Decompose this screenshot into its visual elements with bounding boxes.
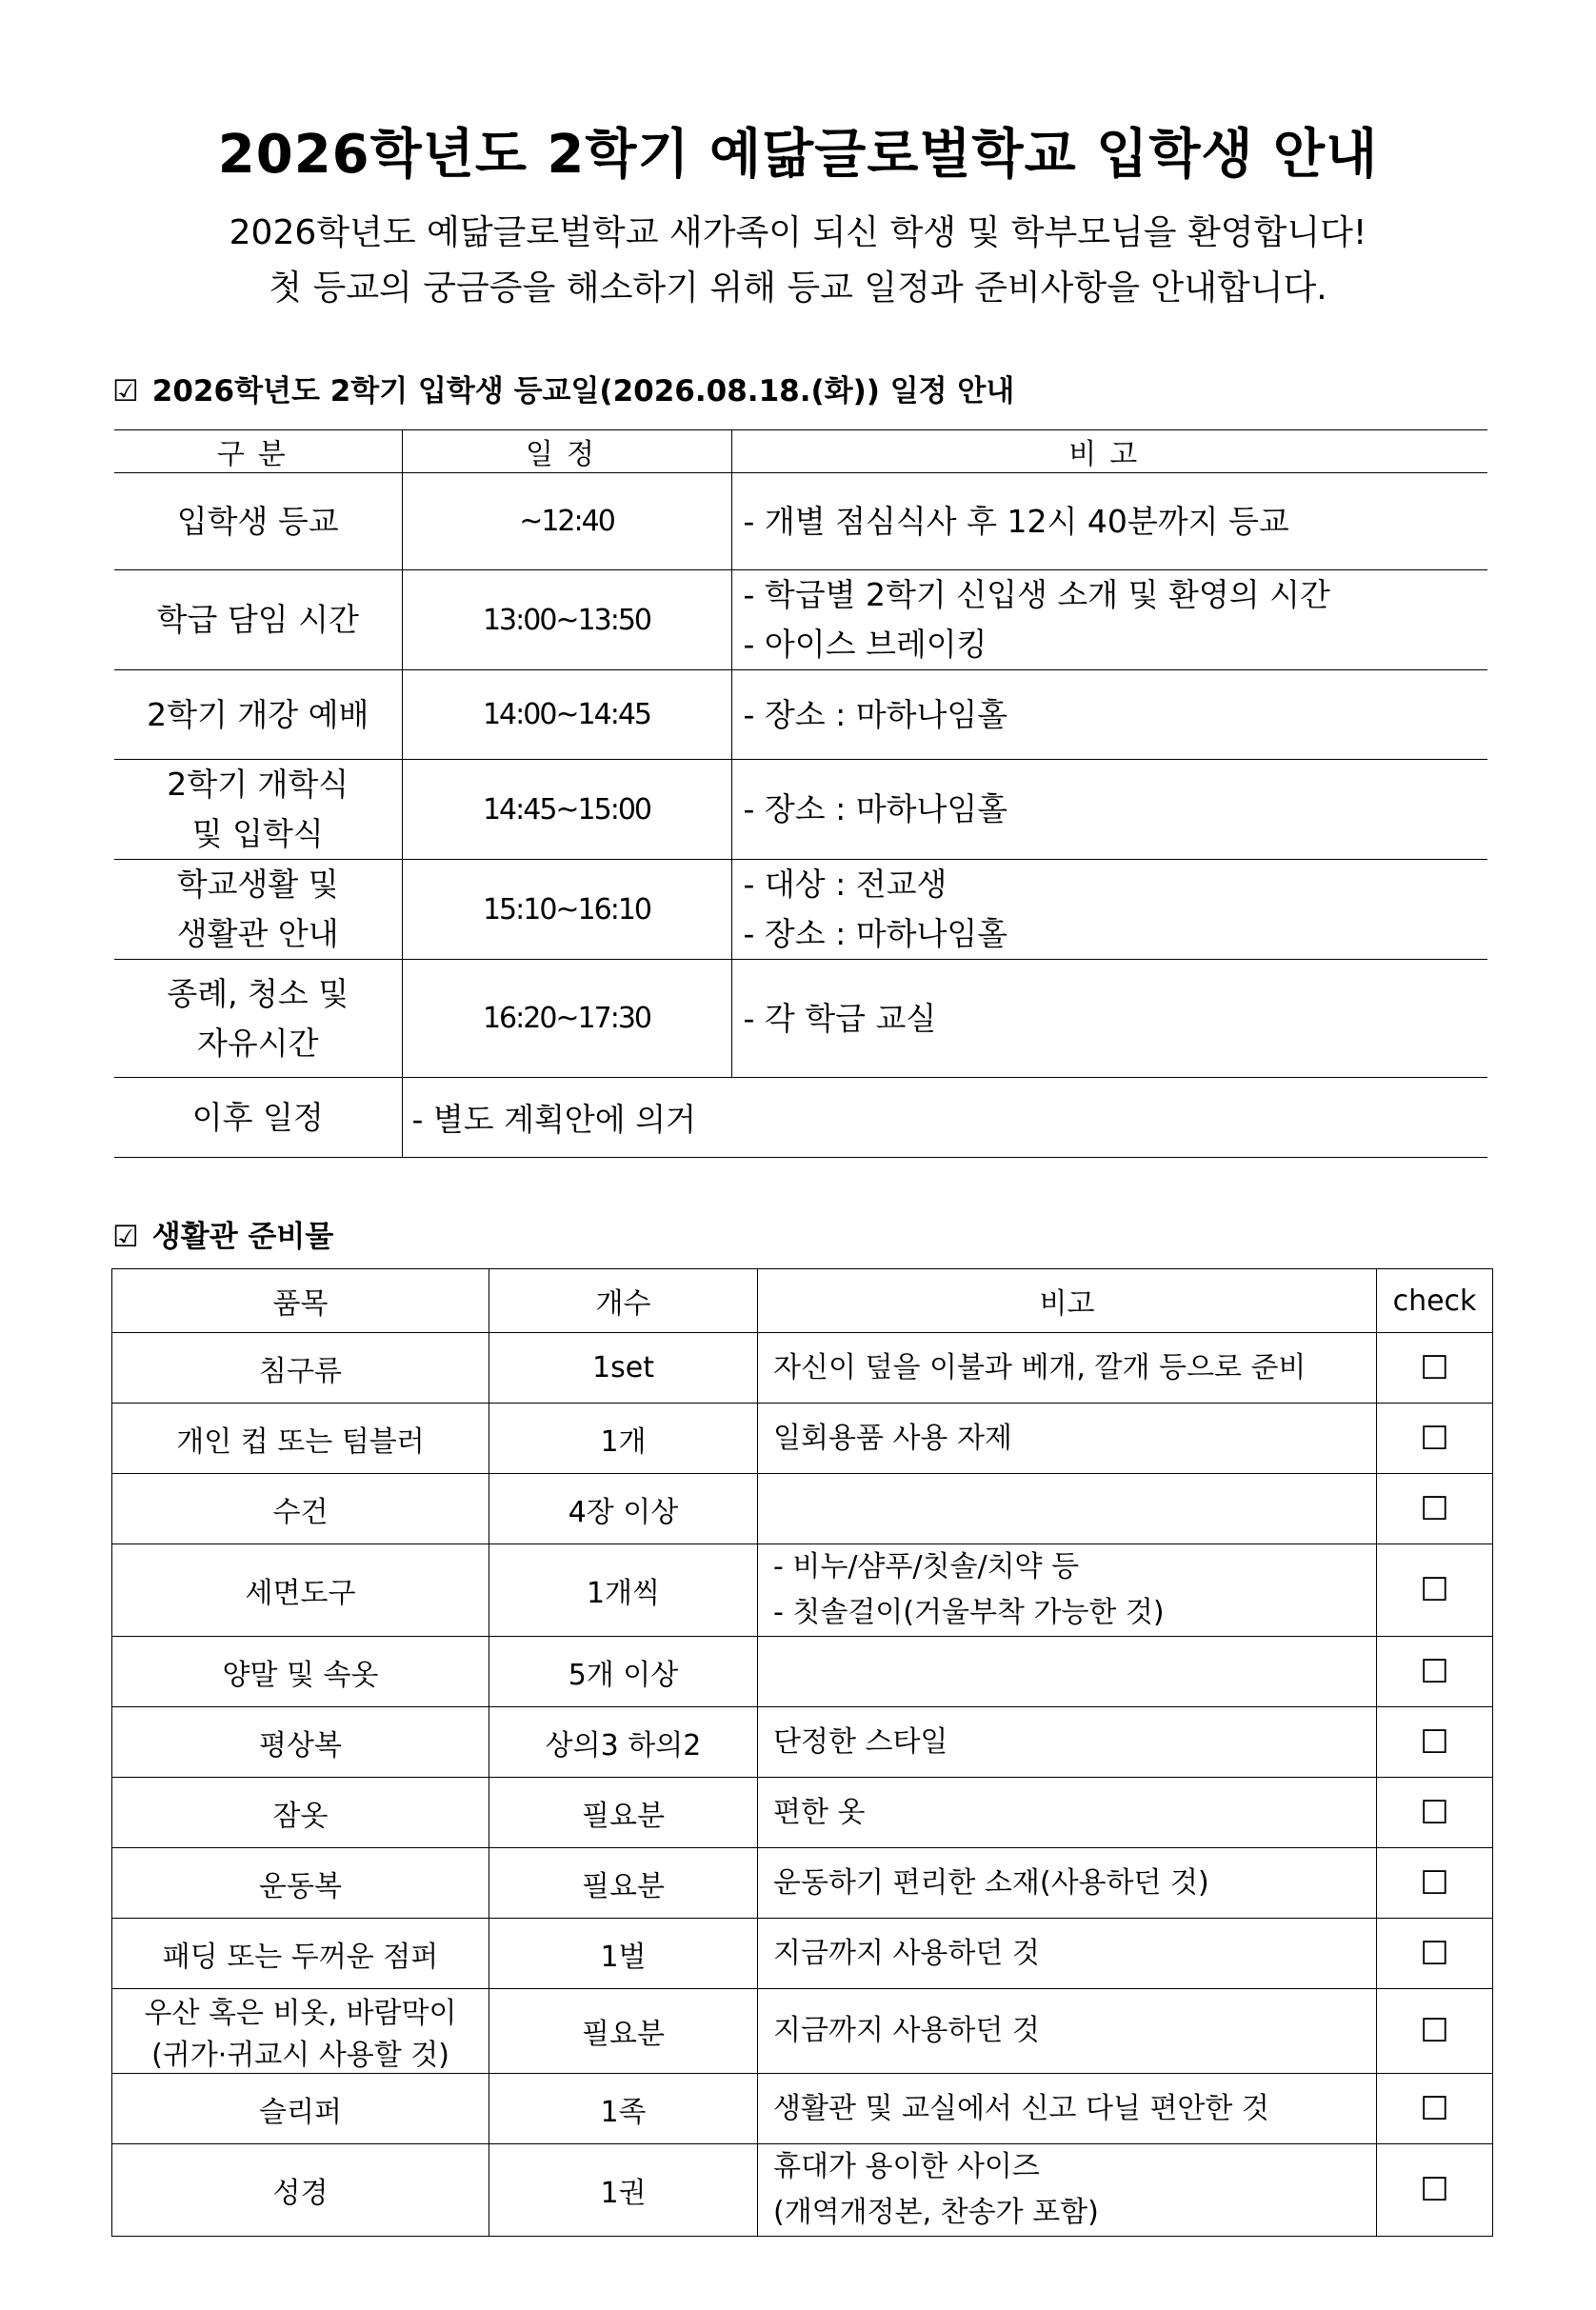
- schedule-row: [114, 760, 1487, 860]
- supply-check-box-icon[interactable]: ☐: [1377, 1778, 1493, 1848]
- supply-check-box-icon[interactable]: ☐: [1377, 1333, 1493, 1404]
- supply-qty: 상의3 하의2: [489, 1707, 758, 1778]
- schedule-time: 13:00~13:50: [402, 570, 731, 670]
- supply-item: 슬리퍼: [112, 2074, 489, 2144]
- schedule-notes: [731, 670, 1487, 760]
- supply-qty: 5개 이상: [489, 1637, 758, 1707]
- schedule-table: [114, 429, 1487, 1158]
- schedule-item: 종례, 청소 및 자유시간: [114, 960, 402, 1078]
- schedule-note-line: - 각 학급 교실: [743, 999, 937, 1037]
- supplies-row: [112, 1404, 1493, 1474]
- schedule-note-line: - 개별 점심식사 후 12시 40분까지 등교: [743, 502, 1289, 540]
- intro-line-2: 첫 등교의 궁금증을 해소하기 위해 등교 일정과 준비사항을 안내합니다.: [269, 269, 1327, 308]
- schedule-notes: [731, 760, 1487, 860]
- schedule-notes: [731, 570, 1487, 670]
- schedule-note-line: - 장소 : 마하나임홀: [743, 790, 1008, 827]
- schedule-heading: [112, 367, 1014, 409]
- supply-item: 세면도구: [112, 1544, 489, 1637]
- supplies-header-item: 품목: [112, 1269, 489, 1333]
- supply-item: 침구류: [112, 1333, 489, 1404]
- supply-check-box-icon[interactable]: ☐: [1377, 1404, 1493, 1474]
- supplies-row: [112, 1333, 1493, 1404]
- schedule-header-time: 일정: [402, 430, 731, 473]
- supply-item: 운동복: [112, 1848, 489, 1919]
- schedule-item: 학교생활 및 생활관 안내: [114, 860, 402, 960]
- supply-check-box-icon[interactable]: ☐: [1377, 1707, 1493, 1778]
- schedule-row: [114, 860, 1487, 960]
- supply-note: 일회용품 사용 자제: [758, 1404, 1377, 1474]
- supply-note: 단정한 스타일: [758, 1707, 1377, 1778]
- supply-check-box-icon[interactable]: ☐: [1377, 1848, 1493, 1919]
- supplies-row: [112, 2074, 1493, 2144]
- schedule-time: 16:20~17:30: [402, 960, 731, 1078]
- supply-qty: 1개: [489, 1404, 758, 1474]
- supplies-header-check: check: [1377, 1269, 1493, 1333]
- checked-box-icon: ☑: [112, 374, 139, 408]
- supplies-heading: [112, 1212, 333, 1255]
- schedule-later-note: - 별도 계획안에 의거: [402, 1078, 1487, 1158]
- supply-note: 자신이 덮을 이불과 베개, 깔개 등으로 준비: [758, 1333, 1377, 1404]
- schedule-time: 14:00~14:45: [402, 670, 731, 760]
- supplies-row: [112, 1848, 1493, 1919]
- supply-item: 우산 혹은 비옷, 바람막이 (귀가·귀교시 사용할 것): [112, 1989, 489, 2074]
- supply-item: 수건: [112, 1474, 489, 1544]
- supplies-table: [111, 1268, 1493, 2237]
- supplies-header-qty: 개수: [489, 1269, 758, 1333]
- schedule-notes: [731, 860, 1487, 960]
- supply-check-box-icon[interactable]: ☐: [1377, 1544, 1493, 1637]
- supply-note: 지금까지 사용하던 것: [758, 1919, 1377, 1989]
- supply-item: 양말 및 속옷: [112, 1637, 489, 1707]
- supply-qty: 1벌: [489, 1919, 758, 1989]
- supply-note: 생활관 및 교실에서 신고 다닐 편안한 것: [758, 2074, 1377, 2144]
- supply-check-box-icon[interactable]: ☐: [1377, 1989, 1493, 2074]
- supplies-row: [112, 1778, 1493, 1848]
- schedule-row: [114, 670, 1487, 760]
- schedule-item: 학급 담임 시간: [114, 570, 402, 670]
- supply-note: [758, 1637, 1377, 1707]
- checked-box-icon: ☑: [112, 1220, 139, 1254]
- supply-note: [758, 1474, 1377, 1544]
- supply-check-box-icon[interactable]: ☐: [1377, 1637, 1493, 1707]
- schedule-time: 15:10~16:10: [402, 860, 731, 960]
- supply-qty: 필요분: [489, 1848, 758, 1919]
- supply-qty: 1개씩: [489, 1544, 758, 1637]
- page-title: 2026학년도 2학기 예닮글로벌학교 입학생 안내: [217, 124, 1379, 186]
- supply-qty: 4장 이상: [489, 1474, 758, 1544]
- schedule-note-line: - 대상 : 전교생: [743, 866, 948, 903]
- supplies-body: [112, 1333, 1493, 2237]
- schedule-heading-text: 2026학년도 2학기 입학생 등교일(2026.08.18.(화)) 일정 안내: [151, 374, 1015, 408]
- supplies-header-row: [112, 1269, 1493, 1333]
- supply-item: 패딩 또는 두꺼운 점퍼: [112, 1919, 489, 1989]
- schedule-time: 14:45~15:00: [402, 760, 731, 860]
- supplies-row: [112, 1474, 1493, 1544]
- schedule-item: 2학기 개강 예배: [114, 670, 402, 760]
- schedule-header-category: 구분: [114, 430, 402, 473]
- supply-item: 개인 컵 또는 텀블러: [112, 1404, 489, 1474]
- supplies-heading-text: 생활관 준비물: [151, 1220, 334, 1254]
- supplies-row: [112, 1637, 1493, 1707]
- supply-check-box-icon[interactable]: ☐: [1377, 2074, 1493, 2144]
- schedule-notes: [731, 960, 1487, 1078]
- supply-check-box-icon[interactable]: ☐: [1377, 2144, 1493, 2237]
- supply-note: - 비누/샴푸/칫솔/치약 등 - 칫솔걸이(거울부착 가능한 것): [758, 1544, 1377, 1637]
- schedule-row: [114, 570, 1487, 670]
- schedule-time: ~12:40: [402, 473, 731, 570]
- supply-note: 편한 옷: [758, 1778, 1377, 1848]
- supply-note: 지금까지 사용하던 것: [758, 1989, 1377, 2074]
- supplies-row: [112, 1544, 1493, 1637]
- schedule-note-line: - 장소 : 마하나임홀: [743, 915, 1008, 952]
- schedule-note-line: - 장소 : 마하나임홀: [743, 695, 1008, 733]
- supply-note: 운동하기 편리한 소재(사용하던 것): [758, 1848, 1377, 1919]
- schedule-note-line: - 아이스 브레이킹: [743, 626, 988, 663]
- supply-qty: 필요분: [489, 1989, 758, 2074]
- schedule-row: [114, 473, 1487, 570]
- supplies-row: [112, 1919, 1493, 1989]
- supplies-header-note: 비고: [758, 1269, 1377, 1333]
- supplies-row: [112, 1989, 1493, 2074]
- supplies-row: [112, 2144, 1493, 2237]
- schedule-header-row: [114, 430, 1487, 473]
- supply-item: 잠옷: [112, 1778, 489, 1848]
- schedule-item: 이후 일정: [114, 1078, 402, 1158]
- schedule-body: [114, 473, 1487, 1158]
- supply-qty: 1set: [489, 1333, 758, 1404]
- supply-note: 휴대가 용이한 사이즈 (개역개정본, 찬송가 포함): [758, 2144, 1377, 2237]
- supply-qty: 1족: [489, 2074, 758, 2144]
- supply-item: 평상복: [112, 1707, 489, 1778]
- supply-check-box-icon[interactable]: ☐: [1377, 1919, 1493, 1989]
- schedule-header-notes: 비고: [731, 430, 1487, 473]
- schedule-row: [114, 960, 1487, 1078]
- supply-item: 성경: [112, 2144, 489, 2237]
- schedule-item: 입학생 등교: [114, 473, 402, 570]
- intro-line-1: 2026학년도 예닮글로벌학교 새가족이 되신 학생 및 학부모님을 환영합니다!: [229, 213, 1367, 252]
- schedule-row-later: [114, 1078, 1487, 1158]
- supply-qty: 필요분: [489, 1778, 758, 1848]
- schedule-item: 2학기 개학식 및 입학식: [114, 760, 402, 860]
- schedule-note-line: - 학급별 2학기 신입생 소개 및 환영의 시간: [743, 576, 1330, 613]
- supplies-row: [112, 1707, 1493, 1778]
- schedule-notes: [731, 473, 1487, 570]
- supply-qty: 1권: [489, 2144, 758, 2237]
- supply-check-box-icon[interactable]: ☐: [1377, 1474, 1493, 1544]
